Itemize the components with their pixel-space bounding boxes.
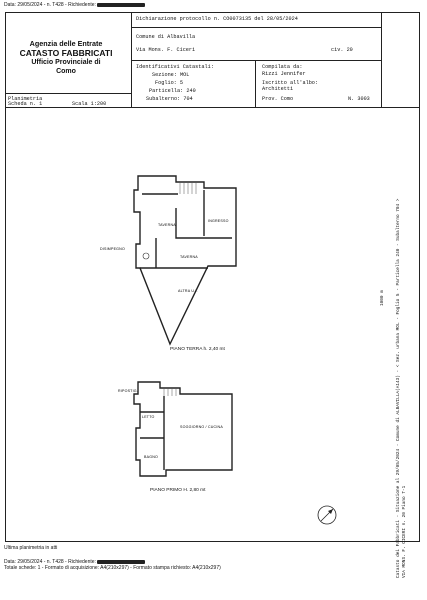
divider xyxy=(255,60,256,107)
office-label: Ufficio Provinciale di xyxy=(31,59,101,66)
catasto-title: CATASTO FABBRICATI xyxy=(19,48,113,58)
ground-room-labels xyxy=(100,219,229,293)
room-taverna-upper: TAVERNA xyxy=(158,223,176,227)
protocol-line: Dichiarazione protocollo n. CO0073135 del 28/05/2024 xyxy=(136,16,298,22)
footer-requester-redaction xyxy=(97,560,145,564)
footer-totals: Totale schede: 1 - Formato di acquisizione: A4(210x297) - Formato stampa richiesto: A4(210x297) xyxy=(4,565,221,571)
registration-number: N. 3003 xyxy=(348,96,370,102)
first-floor-caption: PIANO PRIMO H. 2,80 mt xyxy=(150,488,206,493)
ground-floor-caption: PIANO TERRA h. 2,40 mt xyxy=(170,347,225,352)
ground-floor-plan xyxy=(100,168,250,348)
registry-title: Iscritto all'albo: xyxy=(262,80,319,86)
room-taverna-lower: TAVERNA xyxy=(180,255,198,259)
particella: Particella: 240 xyxy=(149,88,196,94)
sheet-number: Scheda n. 1 xyxy=(8,101,43,107)
footer-date-text: Data: 29/05/2024 - n. T428 - Richiedente: xyxy=(4,559,96,565)
header-date xyxy=(4,2,145,8)
divider xyxy=(381,13,382,107)
divider xyxy=(131,60,381,61)
address: Via Mons. F. Ciceri xyxy=(136,47,196,53)
last-plan-note: Ultima planimetria in atti xyxy=(4,545,58,551)
scale: Scala 1:200 xyxy=(72,101,107,107)
office-city: Como xyxy=(56,68,76,75)
requester-redaction xyxy=(97,3,145,7)
room-ripostiglio: RIPOSTIG. xyxy=(118,389,138,393)
room-ingresso: INGRESSO xyxy=(208,219,229,223)
room-disimpegno: DISIMPEGNO xyxy=(100,247,125,251)
foglio: Foglio: 5 xyxy=(155,80,184,86)
side-text-line2: VIA MONS. F. CICERI n. 20 Piano T-1 xyxy=(402,485,407,578)
province: Prov. Como xyxy=(262,96,294,102)
comune: Comune di Albavilla xyxy=(136,34,196,40)
room-altra-ui: ALTRA U.I. xyxy=(178,289,198,293)
planimetria-label: Planimetria xyxy=(8,96,43,102)
room-soggiorno-cucina: SOGGIORNO / CUCINA xyxy=(180,425,223,429)
room-bagno: BAGNO xyxy=(144,455,158,459)
subalterno: Subalterno: 704 xyxy=(146,96,193,102)
identifiers-title: Identificativi Catastali: xyxy=(136,64,214,70)
agency-name: Agenzia delle Entrate xyxy=(29,39,103,48)
registry-value: Architetti xyxy=(262,86,294,92)
room-letto: LETTO xyxy=(142,415,155,419)
civic-number: civ. 20 xyxy=(331,47,353,53)
compiler-name: Rizzi Jennifer xyxy=(262,71,306,77)
header-date-text: Data: 29/05/2024 - n. T428 - Richiedente: xyxy=(4,2,96,8)
north-arrow-icon xyxy=(316,504,338,526)
sezione: Sezione: MOL xyxy=(152,72,190,78)
divider xyxy=(131,27,381,28)
divider xyxy=(6,107,419,108)
compiled-by-title: Compilata da: xyxy=(262,64,303,70)
side-text-line1: Catasto dei Fabbricati - Situazione al 29/05/2024 - Comune di ALBAVILLA(A143) - < Sez. urbana MOL - Foglio 5 - Particella 240 - Subalterno 704 > xyxy=(396,198,401,578)
divider xyxy=(6,93,131,94)
first-floor-plan xyxy=(120,374,260,486)
agency-block xyxy=(6,39,126,76)
scale-mark: 1000 m xyxy=(380,290,385,306)
